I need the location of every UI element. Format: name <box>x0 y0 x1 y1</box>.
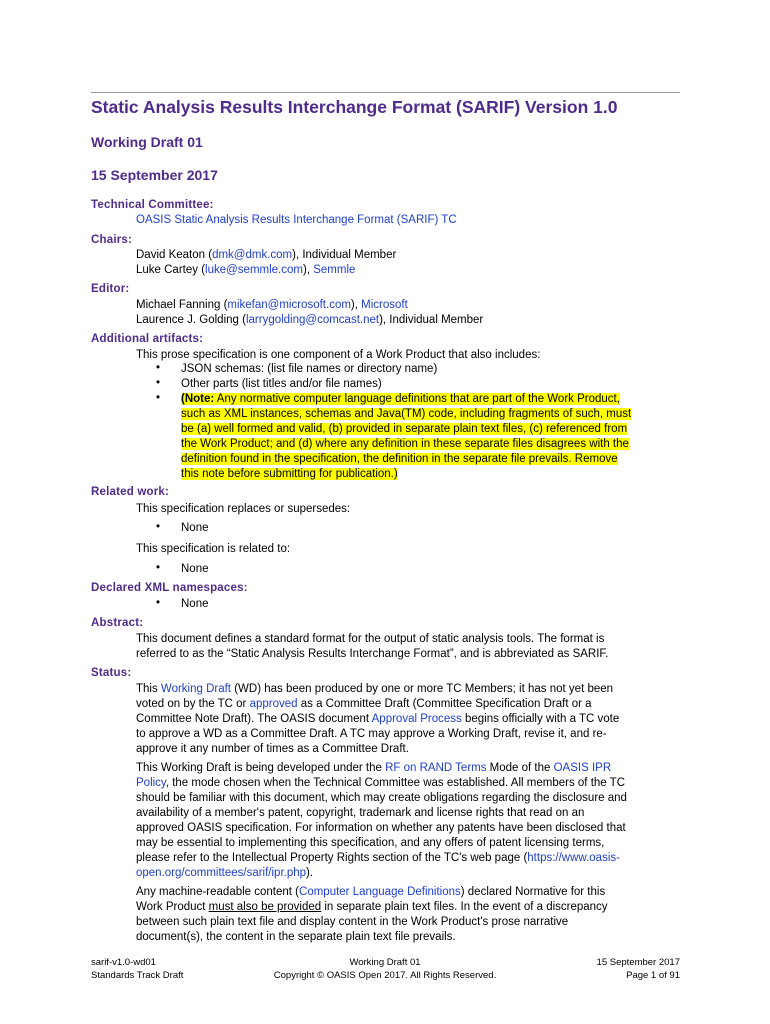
replaces-text: This specification replaces or supersedes: <box>136 503 351 515</box>
abstract-label: Abstract: <box>91 617 144 629</box>
editor-2: Laurence J. Golding (larrygolding@comcast.net), Individual Member <box>136 314 484 326</box>
status-paragraph-1: This Working Draft (WD) has been produced by one or more TC Members; it has not yet been voted on by the TC or approved as a Committee Draft (Committee Specification Draft or a Committee Note Draft). The OASIS document Approval Process begins officially with a TC vote to approve a WD as a Committee Draft. A TC may approve a Working Draft, revise it, and re- approve it any number of times as a Committee Draft. <box>136 683 620 755</box>
editor-1-email-link[interactable]: mikefan@microsoft.com <box>227 299 351 311</box>
approved-link[interactable]: approved <box>249 698 298 710</box>
rf-on-rand-terms-link[interactable]: RF on RAND Terms <box>385 762 487 774</box>
document-title: Static Analysis Results Interchange Format (SARIF) Version 1.0 <box>91 97 618 117</box>
oasis-ipr-policy-link-cont[interactable]: Policy <box>136 777 166 789</box>
title-rule <box>91 92 680 93</box>
document-date: 15 September 2017 <box>91 167 218 183</box>
footer-center: Working Draft 01 Copyright © OASIS Open 2017. All Rights Reserved. <box>273 957 497 981</box>
bullet-icon: • <box>156 562 161 574</box>
editor-1-org-link[interactable]: Microsoft <box>361 299 408 311</box>
chair-2: Luke Cartey (luke@semmle.com), Semmle <box>136 264 356 276</box>
artifacts-item: Other parts (list titles and/or file names) <box>181 378 382 390</box>
status-paragraph-3: Any machine-readable content (Computer Language Definitions) declared Normative for this Work Product must also be provided in separate plain text files. In the event of a discrepancy between such plain text file and display content in the Work Product's prose narrative document(s), the content in the separate plain text file prevails. <box>136 886 608 943</box>
tc-link[interactable]: OASIS Static Analysis Results Interchange Format (SARIF) TC <box>136 214 457 226</box>
status-label: Status: <box>91 667 132 679</box>
ipr-page-link-cont[interactable]: open.org/committees/sarif/ipr.php <box>136 867 307 879</box>
namespaces-item: None <box>181 598 209 610</box>
status-paragraph-2: This Working Draft is being developed under the RF on RAND Terms Mode of the OASIS IPR Policy, the mode chosen when the Technical Committee was established. All members of the TC should be familiar with this document, which may create obligations regarding the disclosure and availability of a member's patent, copyright, trademark and license rights that read on an approved OASIS specification. For information on whether any patents have been disclosed that may be essential to implementing this specification, and any offers of patent licensing terms, please refer to the Intellectual Property Rights section of the TC's web page (https://www.oasis- open.org/committees/sarif/ipr.php). <box>136 762 627 879</box>
artifacts-item: JSON schemas: (list file names or directory name) <box>181 363 438 375</box>
chair-2-org-link[interactable]: Semmle <box>313 264 356 276</box>
related-text: This specification is related to: <box>136 543 291 555</box>
chairs-label: Chairs: <box>91 234 133 246</box>
bullet-icon: • <box>156 377 161 389</box>
document-stage: Working Draft 01 <box>91 134 203 150</box>
abstract-text: This document defines a standard format for the output of static analysis tools. The format is referred to as the “Static Analysis Results Interchange Format”, and is abbreviated as SARIF. <box>136 633 609 660</box>
chair-1-email-link[interactable]: dmk@dmk.com <box>212 249 293 261</box>
bullet-icon: • <box>156 597 161 609</box>
editor-1: Michael Fanning (mikefan@microsoft.com), Microsoft <box>136 299 408 311</box>
ipr-page-link[interactable]: https://www.oasis- <box>527 852 620 864</box>
chair-2-email-link[interactable]: luke@semmle.com <box>205 264 303 276</box>
tc-name <box>136 213 676 228</box>
namespaces-label: Declared XML namespaces: <box>91 582 248 594</box>
artifacts-label: Additional artifacts: <box>91 333 204 345</box>
related-item: None <box>181 563 209 575</box>
bullet-icon: • <box>156 392 161 404</box>
note-block: (Note: Any normative computer language definitions that are part of the Work Product, such as XML instances, schemas and Java(TM) code, including fragments of such, must be (a) well formed and valid, (b) provided in separate plain text files, (c) referenced from the Work Product; and (d) where any definition in these separate files disagrees with the definition found in the specification, the definition in the separate file prevails. Remove this note before submitting for publication.) <box>181 393 632 480</box>
editor-label: Editor: <box>91 283 130 295</box>
artifacts-intro: This prose specification is one component of a Work Product that also includes: <box>136 349 541 361</box>
editor-2-email-link[interactable]: larrygolding@comcast.net <box>245 314 380 326</box>
chair-1: David Keaton (dmk@dmk.com), Individual Member <box>136 249 397 261</box>
footer-right: 15 September 2017 Page 1 of 91 <box>596 957 680 981</box>
replaces-item: None <box>181 522 209 534</box>
approval-process-link[interactable]: Approval Process <box>371 713 462 725</box>
oasis-ipr-policy-link[interactable]: OASIS IPR <box>553 762 612 774</box>
bullet-icon: • <box>156 362 161 374</box>
computer-language-definitions-link[interactable]: Computer Language Definitions <box>299 886 461 898</box>
footer-left: sarif-v1.0-wd01 Standards Track Draft <box>91 957 184 981</box>
tc-label: Technical Committee: <box>91 199 214 211</box>
working-draft-link[interactable]: Working Draft <box>160 683 232 695</box>
bullet-icon: • <box>156 521 161 533</box>
related-label: Related work: <box>91 486 170 498</box>
